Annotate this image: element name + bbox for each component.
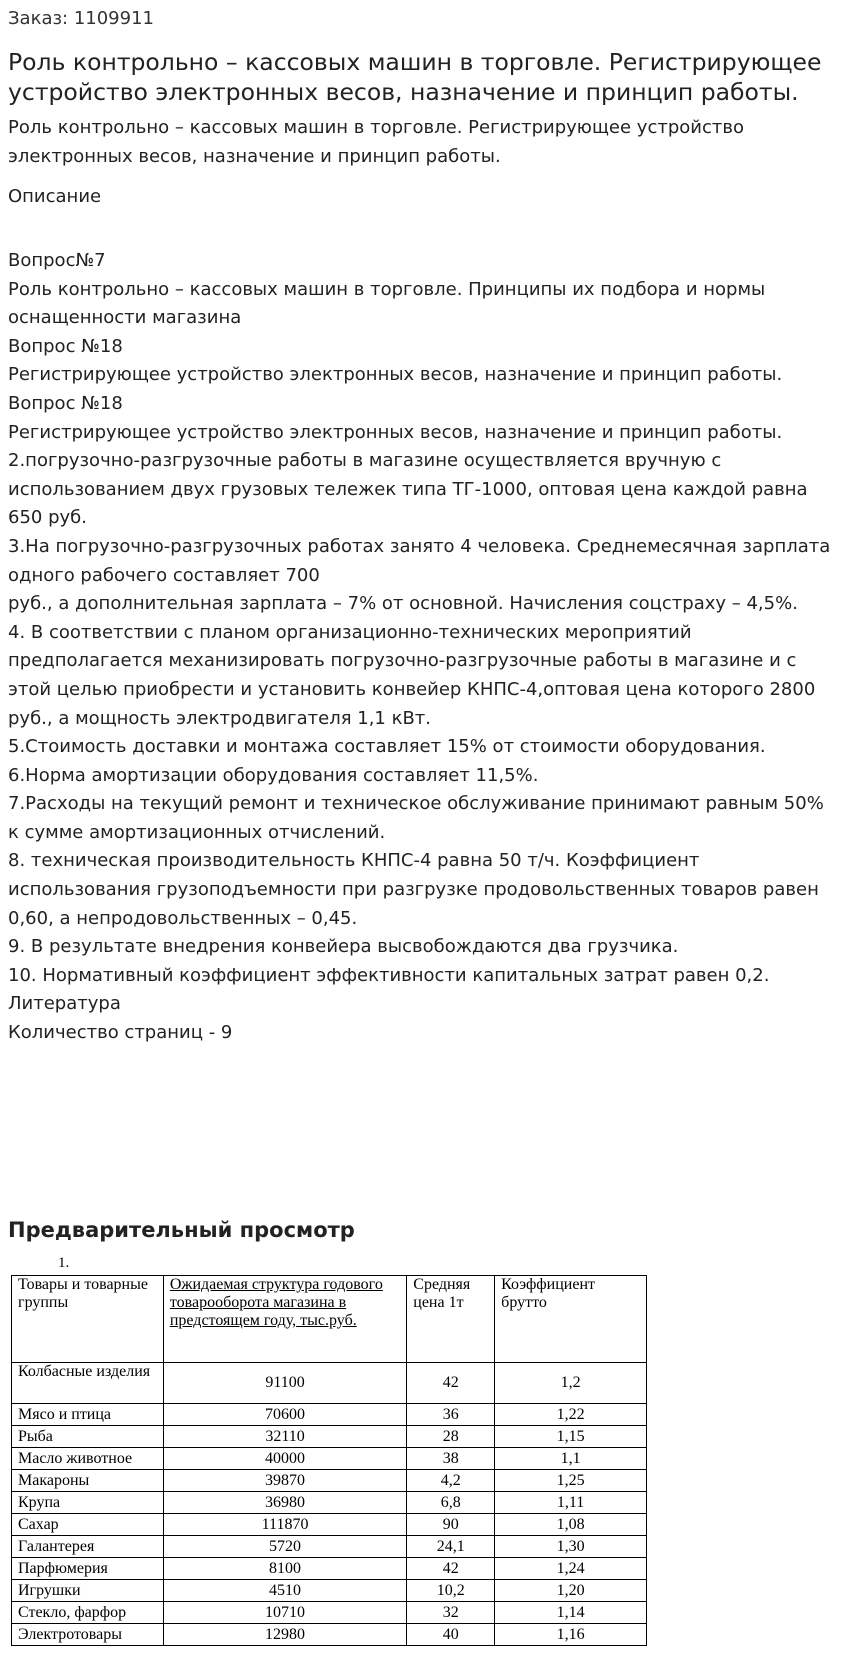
table-cell: 1,24: [495, 1558, 647, 1580]
table-cell: 42: [407, 1363, 495, 1404]
table-cell: 32110: [163, 1426, 406, 1448]
table-cell: 1,2: [495, 1363, 647, 1404]
body-line: Регистрирующее устройство электронных весов, назначение и принцип работы.: [8, 364, 783, 386]
table-cell: Парфюмерия: [12, 1558, 164, 1580]
table-cell: Крупа: [12, 1492, 164, 1514]
table-cell: 4510: [163, 1580, 406, 1602]
table-cell: 4,2: [407, 1470, 495, 1492]
body-line: руб., а дополнительная зарплата – 7% от основной. Начисления соцстраху – 4,5%.: [8, 593, 798, 615]
table-cell: 39870: [163, 1470, 406, 1492]
page-subtitle: Роль контрольно – кассовых машин в торговле. Регистрирующее устройство электронных весов, назначение и принцип работы.: [8, 117, 744, 167]
body-line: 8. техническая производительность КНПС-4 равна 50 т/ч. Коэффициент использования грузоподъемности при разгрузке продовольственных товаров равен 0,60, а непродовольственных – 0,45.: [8, 850, 819, 929]
body-line: Роль контрольно – кассовых машин в торговле. Принципы их подбора и нормы оснащенности магазина: [8, 278, 766, 329]
table-cell: Электротовары: [12, 1624, 164, 1646]
body-line: Вопрос№7: [8, 250, 106, 271]
table-cell: 28: [407, 1426, 495, 1448]
table-cell: 1,08: [495, 1514, 647, 1536]
table-cell: 40000: [163, 1448, 406, 1470]
body-line: Вопрос №18: [8, 392, 123, 414]
body-line: 3.На погрузочно-разгрузочных работах занято 4 человека. Среднемесячная зарплата одного рабочего составляет 700: [8, 535, 831, 586]
table-cell: 1,1: [495, 1448, 647, 1470]
table-cell: 40: [407, 1624, 495, 1646]
table-cell: Сахар: [12, 1514, 164, 1536]
table-cell: 32: [407, 1602, 495, 1624]
table-cell: 1,14: [495, 1602, 647, 1624]
body-line: 10. Нормативный коэффициент эффективности капитальных затрат равен 0,2.: [8, 964, 770, 986]
body-line: Литература: [8, 993, 121, 1015]
body-line: 2.погрузочно-разгрузочные работы в магазине осуществляется вручную с использованием двух грузовых тележек типа ТГ-1000, оптовая цена каждой равна 650 руб.: [8, 450, 808, 529]
table-cell: 91100: [163, 1363, 406, 1404]
table-cell: 38: [407, 1448, 495, 1470]
table-row: [12, 1470, 647, 1492]
table-cell: 90: [407, 1514, 495, 1536]
table-header-cell: [163, 1276, 406, 1363]
table-cell: 1,30: [495, 1536, 647, 1558]
table-row: [12, 1536, 647, 1558]
table-cell: 1,15: [495, 1426, 647, 1448]
table-row: [12, 1492, 647, 1514]
table-header-cell: Товары и товарные группы: [12, 1276, 164, 1363]
table-cell: 10,2: [407, 1580, 495, 1602]
table-cell: 36980: [163, 1492, 406, 1514]
order-number: Заказ: 1109911: [8, 8, 154, 29]
table-cell: Масло животное: [12, 1448, 164, 1470]
table-cell: Мясо и птица: [12, 1404, 164, 1426]
goods-table: [11, 1275, 647, 1646]
table-cell: 10710: [163, 1602, 406, 1624]
body-line: Регистрирующее устройство электронных весов, назначение и принцип работы.: [8, 421, 783, 443]
table-row: [12, 1624, 647, 1646]
table-header-row: [12, 1276, 647, 1363]
table-cell: 1,16: [495, 1624, 647, 1646]
table-cell: 1,20: [495, 1580, 647, 1602]
table-row: [12, 1426, 647, 1448]
preview-heading: Предварительный просмотр: [8, 1218, 355, 1242]
table-row: [12, 1558, 647, 1580]
table-header-cell: Коэффициент брутто: [495, 1276, 647, 1363]
body-line: Вопрос №18: [8, 335, 123, 357]
table-cell: 12980: [163, 1624, 406, 1646]
table-cell: 24,1: [407, 1536, 495, 1558]
table-cell: 42: [407, 1558, 495, 1580]
table-cell: 70600: [163, 1404, 406, 1426]
table-cell: 1,22: [495, 1404, 647, 1426]
table-row: [12, 1514, 647, 1536]
page-title: Роль контрольно – кассовых машин в торговле. Регистрирующее устройство электронных весов, назначение и принцип работы.: [8, 48, 822, 106]
table-row: [12, 1448, 647, 1470]
table-cell: 6,8: [407, 1492, 495, 1514]
table-cell: 1,11: [495, 1492, 647, 1514]
table-cell: 1,25: [495, 1470, 647, 1492]
body-line: 6.Норма амортизации оборудования составляет 11,5%.: [8, 764, 539, 786]
table-header-cell: Средняя цена 1т: [407, 1276, 495, 1363]
table-cell: 8100: [163, 1558, 406, 1580]
table-cell: Стекло, фарфор: [12, 1602, 164, 1624]
table-cell: Рыба: [12, 1426, 164, 1448]
list-number: 1.: [58, 1255, 70, 1271]
table-row: [12, 1404, 647, 1426]
table-row: [12, 1580, 647, 1602]
table-cell: Галантерея: [12, 1536, 164, 1558]
body-line: 5.Стоимость доставки и монтажа составляет 15% от стоимости оборудования.: [8, 736, 766, 758]
body-line: Количество страниц - 9: [8, 1022, 233, 1044]
description-body: [8, 247, 838, 1048]
table-cell: 36: [407, 1404, 495, 1426]
table-row: [12, 1602, 647, 1624]
body-line: 7.Расходы на текущий ремонт и техническое обслуживание принимают равным 50% к сумме амортизационных отчислений.: [8, 793, 824, 843]
table-row: [12, 1363, 647, 1404]
body-line: 4. В соответствии с планом организационно-технических мероприятий предполагается механизировать погрузочно-разгрузочные работы в магазине и с этой целью приобрести и установить конвейер КНПС-4,оптовая цена которого 2800 руб., а мощность электродвигателя 1,1 кВт.: [8, 621, 816, 729]
table-cell: 5720: [163, 1536, 406, 1558]
description-label: Описание: [8, 186, 102, 207]
body-line: 9. В результате внедрения конвейера высвобождаются два грузчика.: [8, 936, 679, 958]
table-header-text: Ожидаемая структура годового товарооборота магазина в предстоящем году, тыс.руб.: [169, 1276, 383, 1329]
table-cell: Игрушки: [12, 1580, 164, 1602]
table-cell: 111870: [163, 1514, 406, 1536]
table-cell: Макароны: [12, 1470, 164, 1492]
table-cell: Колбасные изделия: [12, 1363, 164, 1404]
